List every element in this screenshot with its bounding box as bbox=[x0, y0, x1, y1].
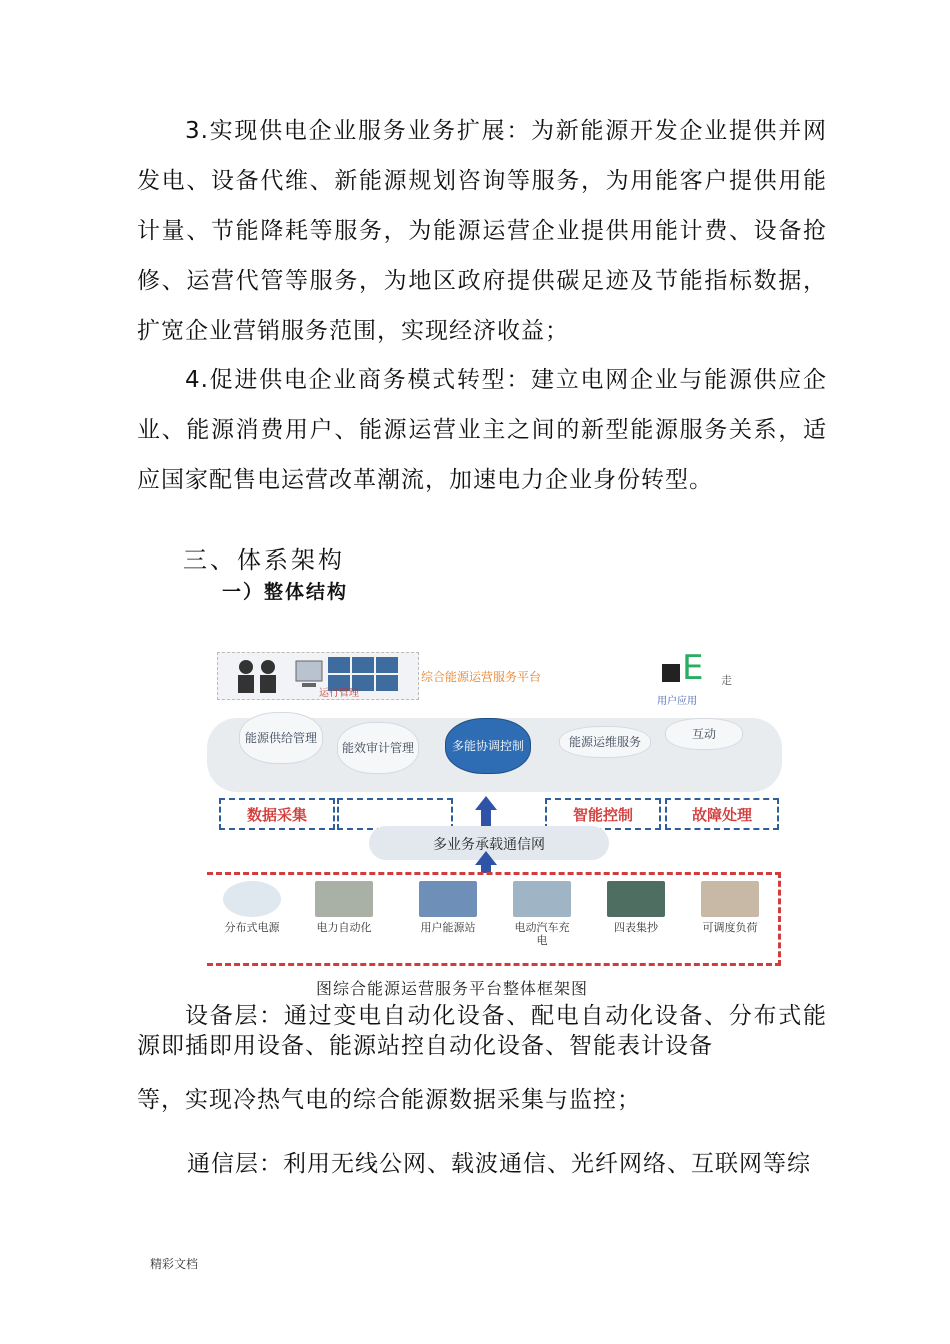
arrow-up-icon-2 bbox=[475, 851, 497, 865]
bubble-audit: 能效审计管理 bbox=[337, 722, 419, 774]
page-footer: 精彩文档 bbox=[150, 1257, 199, 1271]
arrow-shaft bbox=[481, 810, 491, 826]
bubble-interact: 互动 bbox=[665, 718, 743, 750]
bubble-supply: 能源供给管理 bbox=[239, 712, 323, 764]
device-energy-station: 用户能源站 bbox=[419, 881, 477, 934]
box-smart-control: 智能控制 bbox=[545, 798, 661, 830]
paragraph-comm-layer: 通信层：利用无线公网、载波通信、光纤网络、互联网等综 bbox=[187, 1151, 811, 1177]
sub-title: 一）整体结构 bbox=[222, 581, 349, 603]
paragraph-4: 4.促进供电企业商务模式转型：建立电网企业与能源供应企业、能源消费用户、能源运营业主之间的新型能源服务关系，适应国家配售电运营改革潮流，加速电力企业身份转型。 bbox=[137, 367, 827, 493]
users-icon bbox=[217, 652, 419, 700]
paragraph-device-layer: 设备层：通过变电自动化设备、配电自动化设备、分布式能源即插即用设备、能源站控自动化设备、智能表计设备 bbox=[137, 1003, 827, 1059]
device-distributed: 分布式电源 bbox=[223, 881, 281, 934]
paragraph-3: 3.实现供电企业服务业务扩展：为新能源开发企业提供并网发电、设备代维、新能源规划咨询等服务，为用能客户提供用能计量、节能降耗等服务，为能源运营企业提供用能计费、设备抢修、运营代管等服务，为地区政府提供碳足迹及节能指标数据，扩宽企业营销服务范围，实现经济收益； bbox=[137, 118, 827, 344]
device-meter-reading: 四表集抄 bbox=[607, 881, 665, 934]
box-data-collect: 数据采集 bbox=[219, 798, 335, 830]
paragraph-device-tail: 等，实现冷热气电的综合能源数据采集与监控； bbox=[137, 1087, 641, 1113]
ops-label: 运行管理 bbox=[319, 688, 359, 699]
section-title: 三、体系架构 bbox=[183, 546, 345, 574]
user-app-panel bbox=[547, 648, 782, 722]
user-app-letter: E bbox=[682, 648, 704, 688]
bubble-coord: 多能协调控制 bbox=[445, 718, 531, 774]
device-dispatchable-load: 可调度负荷 bbox=[701, 881, 759, 934]
network-label: 多业务承载通信网 bbox=[433, 837, 545, 853]
arrow-up-icon bbox=[475, 796, 497, 810]
device-frame bbox=[207, 872, 781, 966]
figure-caption: 图综合能源运营服务平台整体框架图 bbox=[316, 979, 589, 996]
user-app-label: 用户应用 bbox=[657, 696, 697, 707]
architecture-diagram bbox=[207, 648, 782, 966]
box-fault: 故障处理 bbox=[665, 798, 779, 830]
device-automation: 电力自动化 bbox=[315, 881, 373, 934]
square-icon bbox=[662, 664, 680, 682]
platform-title: 综合能源运营服务平台 bbox=[421, 670, 542, 682]
user-app-side: 走 bbox=[721, 674, 732, 687]
device-ev-charging: 电动汽车充电 bbox=[513, 881, 571, 947]
bubble-service: 能源运维服务 bbox=[559, 726, 651, 758]
